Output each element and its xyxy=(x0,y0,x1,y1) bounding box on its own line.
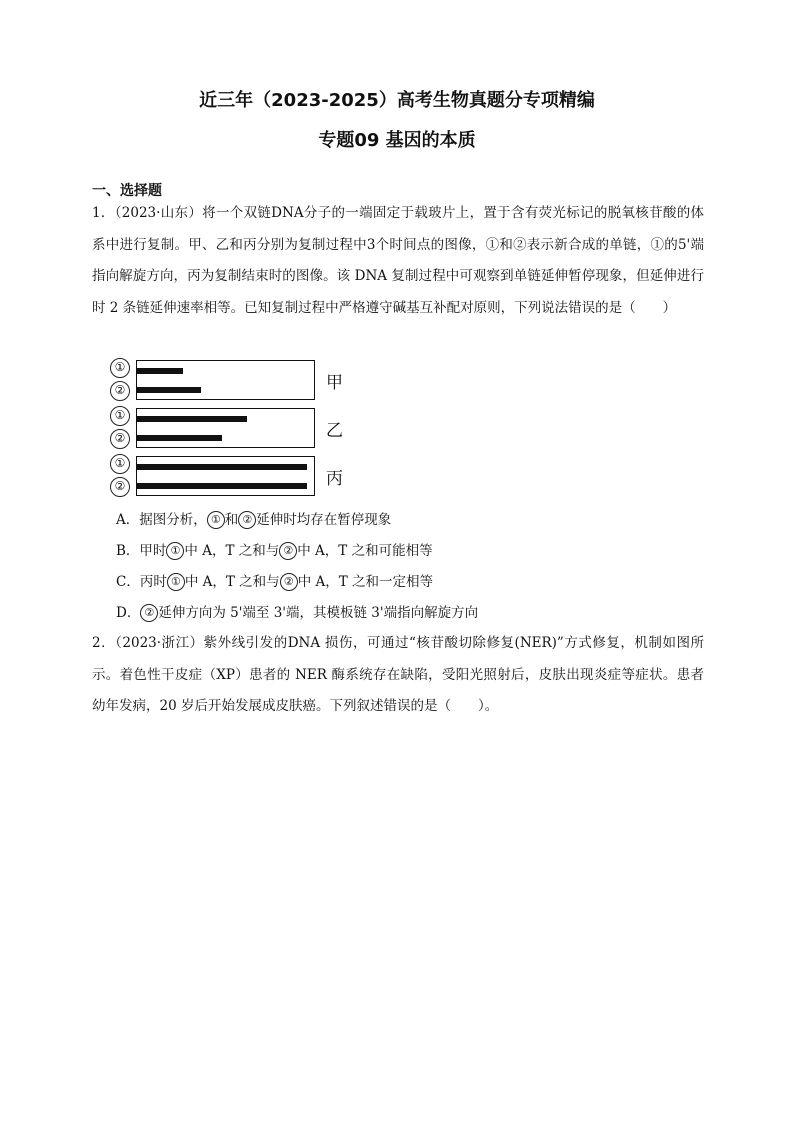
strand-2-bar xyxy=(137,387,201,393)
figure-row-label: 甲 xyxy=(326,373,343,393)
option-a-text: A．据图分析， xyxy=(116,512,207,528)
strand-1-bar xyxy=(137,416,247,422)
strand-1-bar xyxy=(137,464,307,470)
option-b-text: B．甲时 xyxy=(116,543,167,559)
strand-2-marker: ② xyxy=(110,429,130,449)
option-d-text: D． xyxy=(116,605,141,621)
strand-1-marker: ① xyxy=(110,358,130,378)
document-title: 近三年（2023-2025）高考生物真题分专项精编 xyxy=(199,90,595,111)
option-b-text: 中 A，T 之和与 xyxy=(184,543,280,559)
figure-row-label: 丙 xyxy=(326,469,343,489)
figure-row-bing xyxy=(110,454,370,498)
document-subtitle: 专题09 基因的本质 xyxy=(318,130,476,151)
strand-1-marker: ① xyxy=(110,454,130,474)
circled-number: ① xyxy=(167,573,185,591)
strand-2-marker: ② xyxy=(110,381,130,401)
option-d[interactable] xyxy=(116,601,478,622)
option-c[interactable] xyxy=(116,570,433,591)
circled-number: ② xyxy=(238,511,256,529)
option-d-text: 延伸方向为 5'端至 3'端，其模板链 3'端指向解旋方向 xyxy=(158,605,479,621)
circled-number: ① xyxy=(166,542,184,560)
circled-number: ② xyxy=(279,542,297,560)
option-a[interactable] xyxy=(116,508,391,529)
option-b[interactable] xyxy=(116,539,433,560)
strand-2-bar xyxy=(137,483,307,489)
figure-box xyxy=(136,360,315,400)
option-b-text: 中 A，T 之和可能相等 xyxy=(297,543,433,559)
figure-row-label: 乙 xyxy=(326,421,343,441)
strand-2-marker: ② xyxy=(110,477,130,497)
option-a-text: 和 xyxy=(224,512,239,528)
strand-2-bar xyxy=(137,435,222,441)
replication-figure xyxy=(110,358,370,500)
option-c-text: C．丙时 xyxy=(116,574,167,590)
circled-number: ② xyxy=(280,573,298,591)
figure-box xyxy=(136,456,315,496)
strand-1-bar xyxy=(137,368,183,374)
option-a-text: 延伸时均存在暂停现象 xyxy=(256,512,392,528)
question-2-text: 2．（2023·浙江）紫外线引发的DNA 损伤，可通过“核苷酸切除修复(NER)”方式修复，机制如图所示。着色性干皮症（XP）患者的 NER 酶系统存在缺陷，受阳光照射后，皮肤出现炎症等症状。患者幼年发病，20 岁后开始发展成皮肤癌。下列叙述错误的是（ ）。 xyxy=(92,635,704,714)
option-c-text: 中 A，T 之和一定相等 xyxy=(297,574,434,590)
strand-1-marker: ① xyxy=(110,406,130,426)
figure-row-jia xyxy=(110,358,370,402)
figure-row-yi xyxy=(110,406,370,450)
section-heading: 一、选择题 xyxy=(92,183,162,199)
circled-number: ② xyxy=(140,604,158,622)
option-c-text: 中 A，T 之和与 xyxy=(184,574,280,590)
figure-box xyxy=(136,408,315,448)
question-1-text: 1．（2023·山东）将一个双链DNA分子的一端固定于载玻片上，置于含有荧光标记的脱氧核苷酸的体系中进行复制。甲、乙和丙分别为复制过程中3个时间点的图像，①和②表示新合成的单链，①的5'端指向解旋方向，丙为复制结束时的图像。该 DNA 复制过程中可观察到单链延伸暂停现象，但延伸进行时 2 条链延伸速率相等。已知复制过程中严格遵守碱基互补配对原则，下列说法错误的是（ ） xyxy=(92,205,704,316)
circled-number: ① xyxy=(207,511,225,529)
